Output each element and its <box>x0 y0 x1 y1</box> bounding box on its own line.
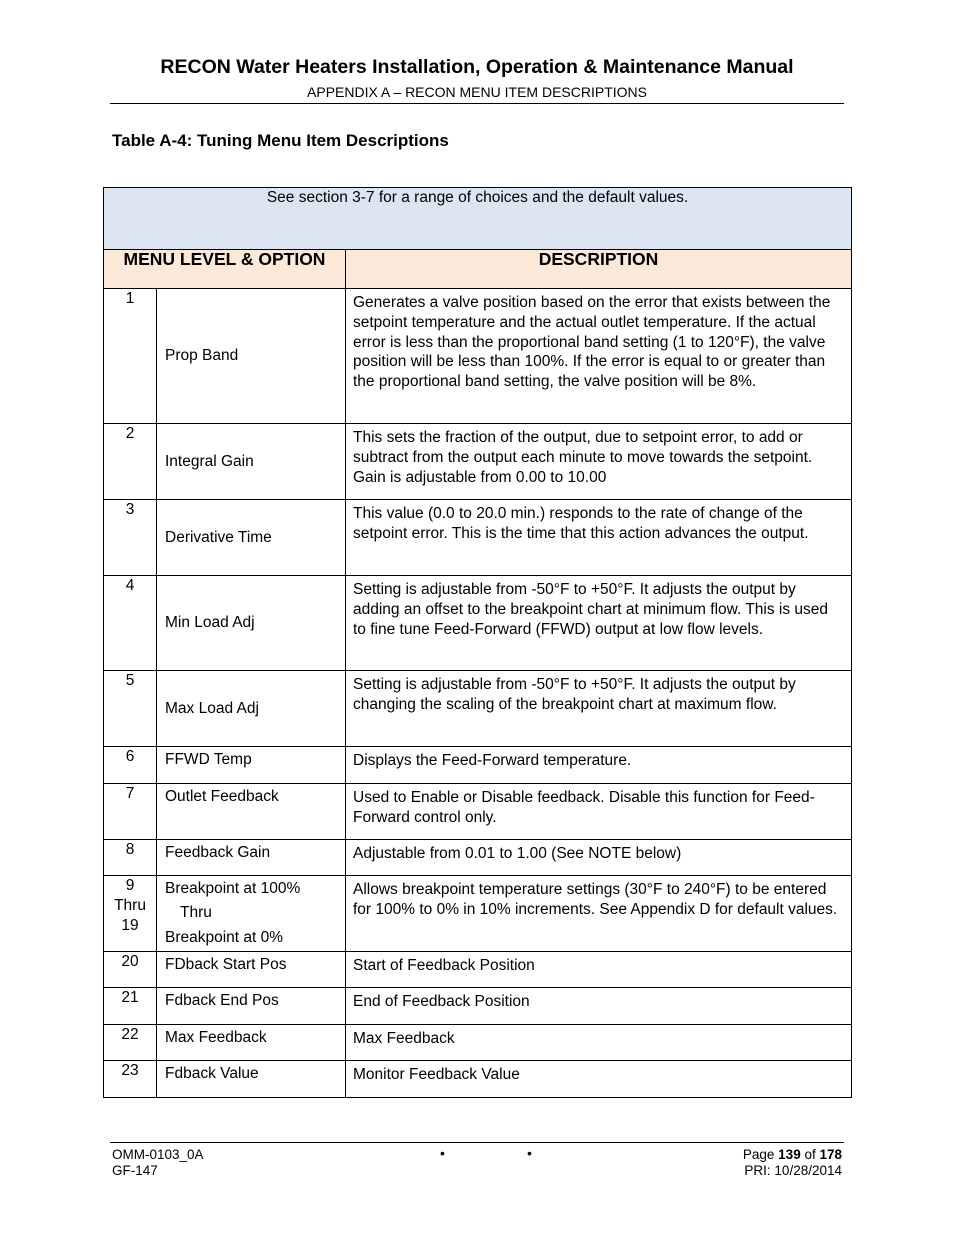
row-description: Adjustable from 0.01 to 1.00 (See NOTE below) <box>346 840 852 876</box>
row-description: This sets the fraction of the output, due to setpoint error, to add or subtract from the output each minute to move towards the setpoint. Gain is adjustable from 0.00 to 10.00 <box>346 424 852 500</box>
table-row <box>104 1025 852 1061</box>
row-number-part: 22 <box>121 1026 139 1043</box>
row-number <box>104 988 157 1025</box>
row-option-label: Max Load Adj <box>165 699 259 717</box>
row-number-part: 19 <box>121 916 139 934</box>
row-description: Generates a valve position based on the error that exists between the setpoint temperature and the actual outlet temperature. If the actual error is less than the proportional band setting (1 to 120°F), the valve position will be less than 100%. If the error is equal to or greater than the proportional band setting, the valve position will be 8%. <box>346 289 852 424</box>
row-option-label: Min Load Adj <box>165 614 255 632</box>
row-option <box>157 1061 346 1098</box>
row-description: Allows breakpoint temperature settings (30°F to 240°F) to be entered for 100% to 0% in 10% increments. See Appendix D for default values. <box>346 876 852 952</box>
table-note: See section 3-7 for a range of choices and the default values. <box>104 188 852 250</box>
form-number: GF-147 <box>112 1163 158 1178</box>
row-option-label: FFWD Temp <box>165 751 252 768</box>
row-description: Setting is adjustable from -50°F to +50°F. It adjusts the output by changing the scaling of the breakpoint chart at maximum flow. <box>346 671 852 747</box>
table-note-row <box>104 188 852 250</box>
row-option-label: Max Feedback <box>165 1029 267 1046</box>
row-number-part: 21 <box>121 989 139 1006</box>
table-row <box>104 952 852 988</box>
row-number <box>104 784 157 840</box>
row-number <box>104 1025 157 1061</box>
row-number-part: 8 <box>125 841 135 858</box>
row-option <box>157 424 346 500</box>
row-number <box>104 576 157 671</box>
row-number <box>104 876 157 952</box>
row-option <box>157 1025 346 1061</box>
row-option-label: Fdback Value <box>165 1065 259 1082</box>
table-row <box>104 840 852 876</box>
tuning-menu-table <box>103 187 852 1098</box>
table-row <box>104 1061 852 1098</box>
row-description: This value (0.0 to 20.0 min.) responds to the rate of change of the setpoint error. This is the time that this action advances the output. <box>346 500 852 576</box>
table-header-row <box>104 250 852 289</box>
row-description: Start of Feedback Position <box>346 952 852 988</box>
row-option <box>157 500 346 576</box>
row-option-label: FDback Start Pos <box>165 956 287 973</box>
page-current: 139 <box>778 1147 801 1162</box>
table-row <box>104 500 852 576</box>
table-row <box>104 747 852 784</box>
table-row <box>104 424 852 500</box>
row-number-part: 2 <box>125 425 135 442</box>
row-option-label: Derivative Time <box>165 528 272 546</box>
doc-number: OMM-0103_0A <box>112 1147 204 1162</box>
footer-right <box>743 1147 842 1179</box>
row-number-part: 4 <box>125 577 135 594</box>
row-number-part: 23 <box>121 1062 139 1079</box>
row-option-label: Prop Band <box>165 347 239 365</box>
pri-date: PRI: 10/28/2014 <box>744 1163 842 1178</box>
row-option-label: Fdback End Pos <box>165 992 279 1009</box>
row-option <box>157 747 346 784</box>
row-number-part: 1 <box>125 290 135 307</box>
footer-left <box>112 1147 204 1179</box>
row-number <box>104 747 157 784</box>
row-option-label: Outlet Feedback <box>165 788 279 805</box>
document-title: RECON Water Heaters Installation, Operation & Maintenance Manual <box>160 56 794 78</box>
row-number <box>104 671 157 747</box>
row-number <box>104 1061 157 1098</box>
row-description: Used to Enable or Disable feedback. Disable this function for Feed-Forward control only. <box>346 784 852 840</box>
row-number-part: 20 <box>121 953 139 970</box>
table-caption: Table A-4: Tuning Menu Item Descriptions <box>112 131 449 150</box>
row-option <box>157 952 346 988</box>
page-total: 178 <box>819 1147 842 1162</box>
page-number <box>743 1147 842 1163</box>
row-number <box>104 424 157 500</box>
row-option <box>157 840 346 876</box>
row-option-label: Feedback Gain <box>165 844 271 861</box>
row-description: Displays the Feed-Forward temperature. <box>346 747 852 784</box>
page-prefix: Page <box>742 1147 779 1162</box>
row-number <box>104 952 157 988</box>
footer-bullet: • <box>440 1145 445 1161</box>
row-description: Max Feedback <box>346 1025 852 1061</box>
footer-bullet: • <box>527 1145 532 1161</box>
row-option <box>157 289 346 424</box>
row-number-part: 9 <box>125 877 135 894</box>
table-row <box>104 876 852 952</box>
row-number-part: 5 <box>125 672 135 689</box>
row-option <box>157 784 346 840</box>
page-of: of <box>800 1147 820 1162</box>
footer-divider <box>110 1142 844 1143</box>
row-option <box>157 988 346 1025</box>
row-option-label: Breakpoint at 100% <box>165 880 301 897</box>
row-option <box>157 671 346 747</box>
row-number-part: 3 <box>125 501 135 518</box>
row-number-part: Thru <box>114 896 146 914</box>
row-number <box>104 289 157 424</box>
row-description: Monitor Feedback Value <box>346 1061 852 1098</box>
table-row <box>104 671 852 747</box>
column-header-description: DESCRIPTION <box>346 250 852 289</box>
table-row <box>104 784 852 840</box>
row-option-label: Thru <box>180 903 212 921</box>
column-header-option: MENU LEVEL & OPTION <box>104 250 346 289</box>
table-row <box>104 988 852 1025</box>
row-number-part: 6 <box>125 748 135 765</box>
row-number <box>104 500 157 576</box>
row-number-part: 7 <box>125 785 135 802</box>
appendix-subtitle: APPENDIX A – RECON MENU ITEM DESCRIPTIONS <box>307 84 647 100</box>
row-option <box>157 876 346 952</box>
table-row <box>104 576 852 671</box>
row-option-label: Breakpoint at 0% <box>165 928 284 946</box>
row-description: End of Feedback Position <box>346 988 852 1025</box>
row-option-label: Integral Gain <box>165 452 254 470</box>
header-divider <box>110 103 844 104</box>
row-number <box>104 840 157 876</box>
table-row <box>104 289 852 424</box>
row-option <box>157 576 346 671</box>
row-description: Setting is adjustable from -50°F to +50°F. It adjusts the output by adding an offset to the breakpoint chart at minimum flow. This is used to fine tune Feed-Forward (FFWD) output at low flow levels. <box>346 576 852 671</box>
